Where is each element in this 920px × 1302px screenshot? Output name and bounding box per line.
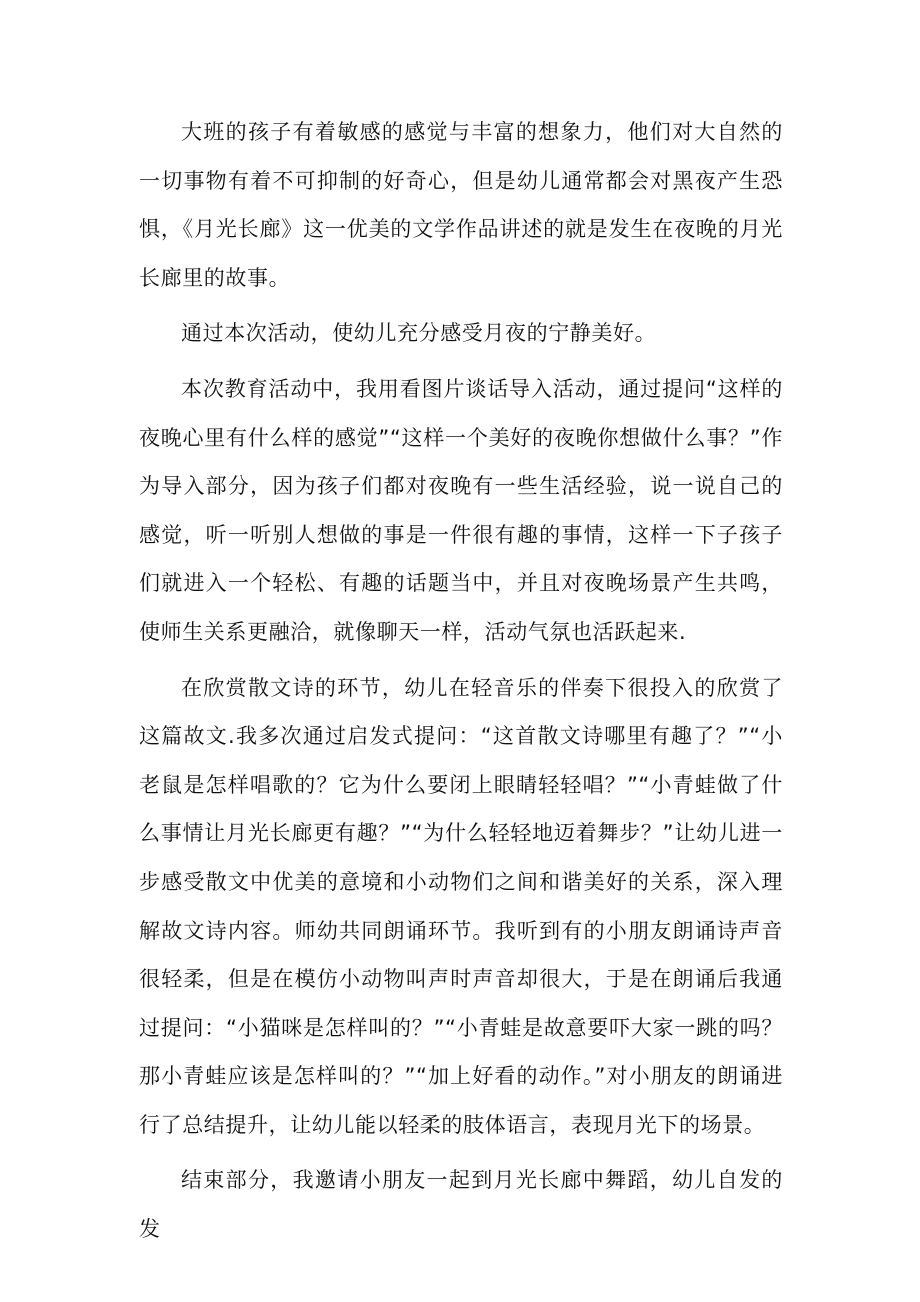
document-body <box>139 108 783 1261</box>
paragraph-ending: 结束部分，我邀请小朋友一起到月光长廊中舞蹈，幼儿自发的发 <box>139 1168 783 1242</box>
paragraph-appreciation: 在欣赏散文诗的环节，幼儿在轻音乐的伴奏下很投入的欣赏了这篇故文.我多次通过启发式提问：“这首散文诗哪里有趣了？”“小老鼠是怎样唱歌的？它为什么要闭上眼睛轻轻唱？”“小青蛙做了什么事情让月光长廊更有趣？”“为什么轻轻地迈着舞步？”让幼儿进一步感受散文中优美的意境和小动物们之间和谐美好的关系，深入理解故文诗内容。师幼共同朗诵环节。我听到有的小朋友朗诵诗声音很轻柔，但是在模仿小动物叫声时声音却很大，于是在朗诵后我通过提问：“小猫咪是怎样叫的？”“小青蛙是故意要吓大家一跳的吗？那小青蛙应该是怎样叫的？”“加上好看的动作。”对小朋友的朗诵进行了总结提升，让幼儿能以轻柔的肢体语言，表现月光下的场景。 <box>139 675 783 1137</box>
paragraph-goal: 通过本次活动，使幼儿充分感受月夜的宁静美好。 <box>181 321 657 346</box>
paragraph-intro: 大班的孩子有着敏感的感觉与丰富的想象力，他们对大自然的一切事物有着不可抑制的好奇心，但是幼儿通常都会对黑夜产生恐惧，《月光长廊》这一优美的文学作品讲述的就是发生在夜晚的月光长廊里的故事。 <box>139 120 783 290</box>
paragraph-introduction-activity: 本次教育活动中，我用看图片谈话导入活动，通过提问“这样的夜晚心里有什么样的感觉”“这样一个美好的夜晚你想做什么事？”作为导入部分，因为孩子们都对夜晚有一些生活经验，说一说自己的感觉，听一听别人想做的事是一件很有趣的事情，这样一下子孩子们就进入一个轻松、有趣的话题当中，并且对夜晚场景产生共鸣，使师生关系更融洽，就像聊天一样，活动气氛也活跃起来. <box>139 376 783 644</box>
